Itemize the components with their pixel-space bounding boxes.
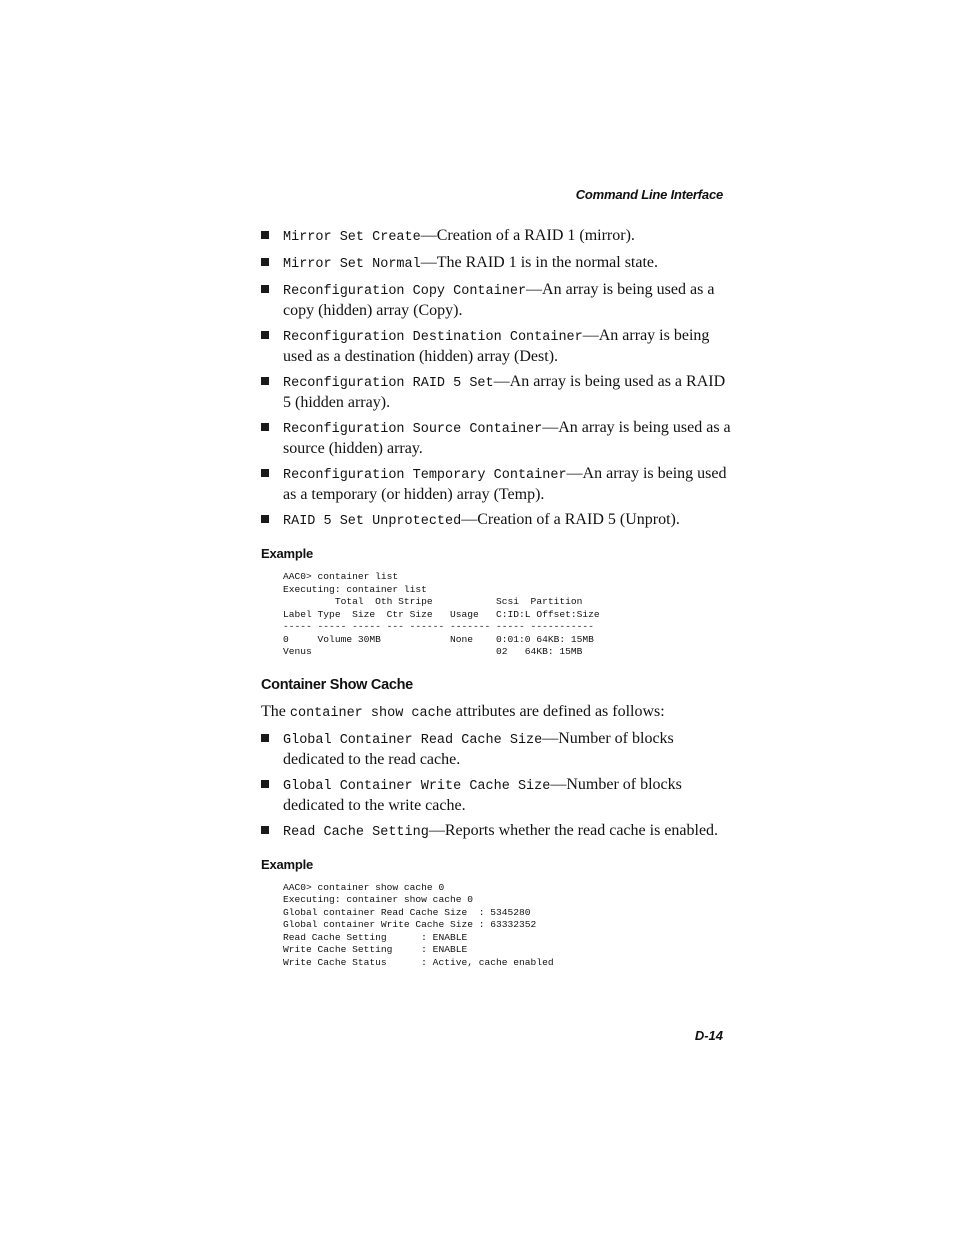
section-heading: Container Show Cache [261,676,413,693]
square-bullet-icon [261,734,269,742]
term-description: —An array is being used as a copy (hidden) array (Copy). [283,281,715,319]
intro-code: container show cache [289,705,452,721]
square-bullet-icon [261,231,269,239]
square-bullet-icon [261,258,269,266]
list-item [261,510,731,531]
term-description: —The RAID 1 is in the normal state. [420,254,659,271]
term-description: —An array is being used as a destination (hidden) array (Dest). [283,327,710,365]
term-code: Reconfiguration RAID 5 Set [283,376,494,391]
list-item [261,253,731,274]
section-intro [261,702,731,723]
intro-text: The [261,702,290,720]
example-label: Example [261,546,314,561]
list-item [261,280,731,320]
status-list [261,226,731,531]
square-bullet-icon [261,469,269,477]
list-item [261,821,731,842]
square-bullet-icon [261,826,269,834]
term-description: —An array is being used as a temporary (or hidden) array (Temp). [283,465,727,503]
cache-attribute-list [261,729,731,842]
square-bullet-icon [261,515,269,523]
term-code: Read Cache Setting [283,824,429,840]
term-description: —Creation of a RAID 1 (mirror). [420,227,635,244]
term-code: Reconfiguration Copy Container [283,284,527,299]
term-description: —Number of blocks dedicated to the write cache. [283,775,682,814]
square-bullet-icon [261,780,269,788]
term-code: Mirror Set Create [283,230,421,245]
code-example-container-list: AAC0> container list Executing: container list Total Oth Stripe Scsi Partition Label Type Size Ctr Size Usage C:ID:L Offset:Size ----- ----- ----- --- ------ ------- ----- ----------- 0 Volume 30MB None 0:01:0 64KB: 15MB Venus 02 64KB: 15MB [283,571,600,657]
list-item [261,729,731,769]
term-description: —Number of blocks dedicated to the read cache. [283,729,674,768]
term-code: Reconfiguration Destination Container [283,330,583,345]
page-number: D-14 [694,1028,723,1043]
square-bullet-icon [261,377,269,385]
intro-text: attributes are defined as follows: [451,702,665,720]
list-item [261,326,731,366]
term-code: Mirror Set Normal [283,257,421,272]
list-item [261,226,731,247]
term-description: —Reports whether the read cache is enabled. [428,821,719,839]
term-code: RAID 5 Set Unprotected [283,514,462,529]
example-label: Example [261,856,314,872]
term-code: Reconfiguration Temporary Container [283,468,567,483]
square-bullet-icon [261,423,269,431]
square-bullet-icon [261,331,269,339]
page-content [261,226,731,969]
list-item [261,372,731,412]
list-item [261,418,731,458]
term-description: —An array is being used as a source (hidden) array. [283,419,731,457]
square-bullet-icon [261,285,269,293]
running-head: Command Line Interface [575,187,723,202]
term-description: —Creation of a RAID 5 (Unprot). [461,511,680,528]
term-code: Reconfiguration Source Container [283,422,543,437]
list-item [261,464,731,504]
term-code: Global Container Write Cache Size [283,778,551,794]
term-description: —An array is being used as a RAID 5 (hidden array). [283,373,726,411]
list-item [261,775,731,815]
code-example-show-cache: AAC0> container show cache 0 Executing: container show cache 0 Global container Read Cache Size : 5345280 Global container Write Cache Size : 63332352 Read Cache Setting : ENABLE Write Cache Setting : ENABLE Write Cache Status : Active, cache enabled [283,881,554,968]
term-code: Global Container Read Cache Size [283,732,543,748]
